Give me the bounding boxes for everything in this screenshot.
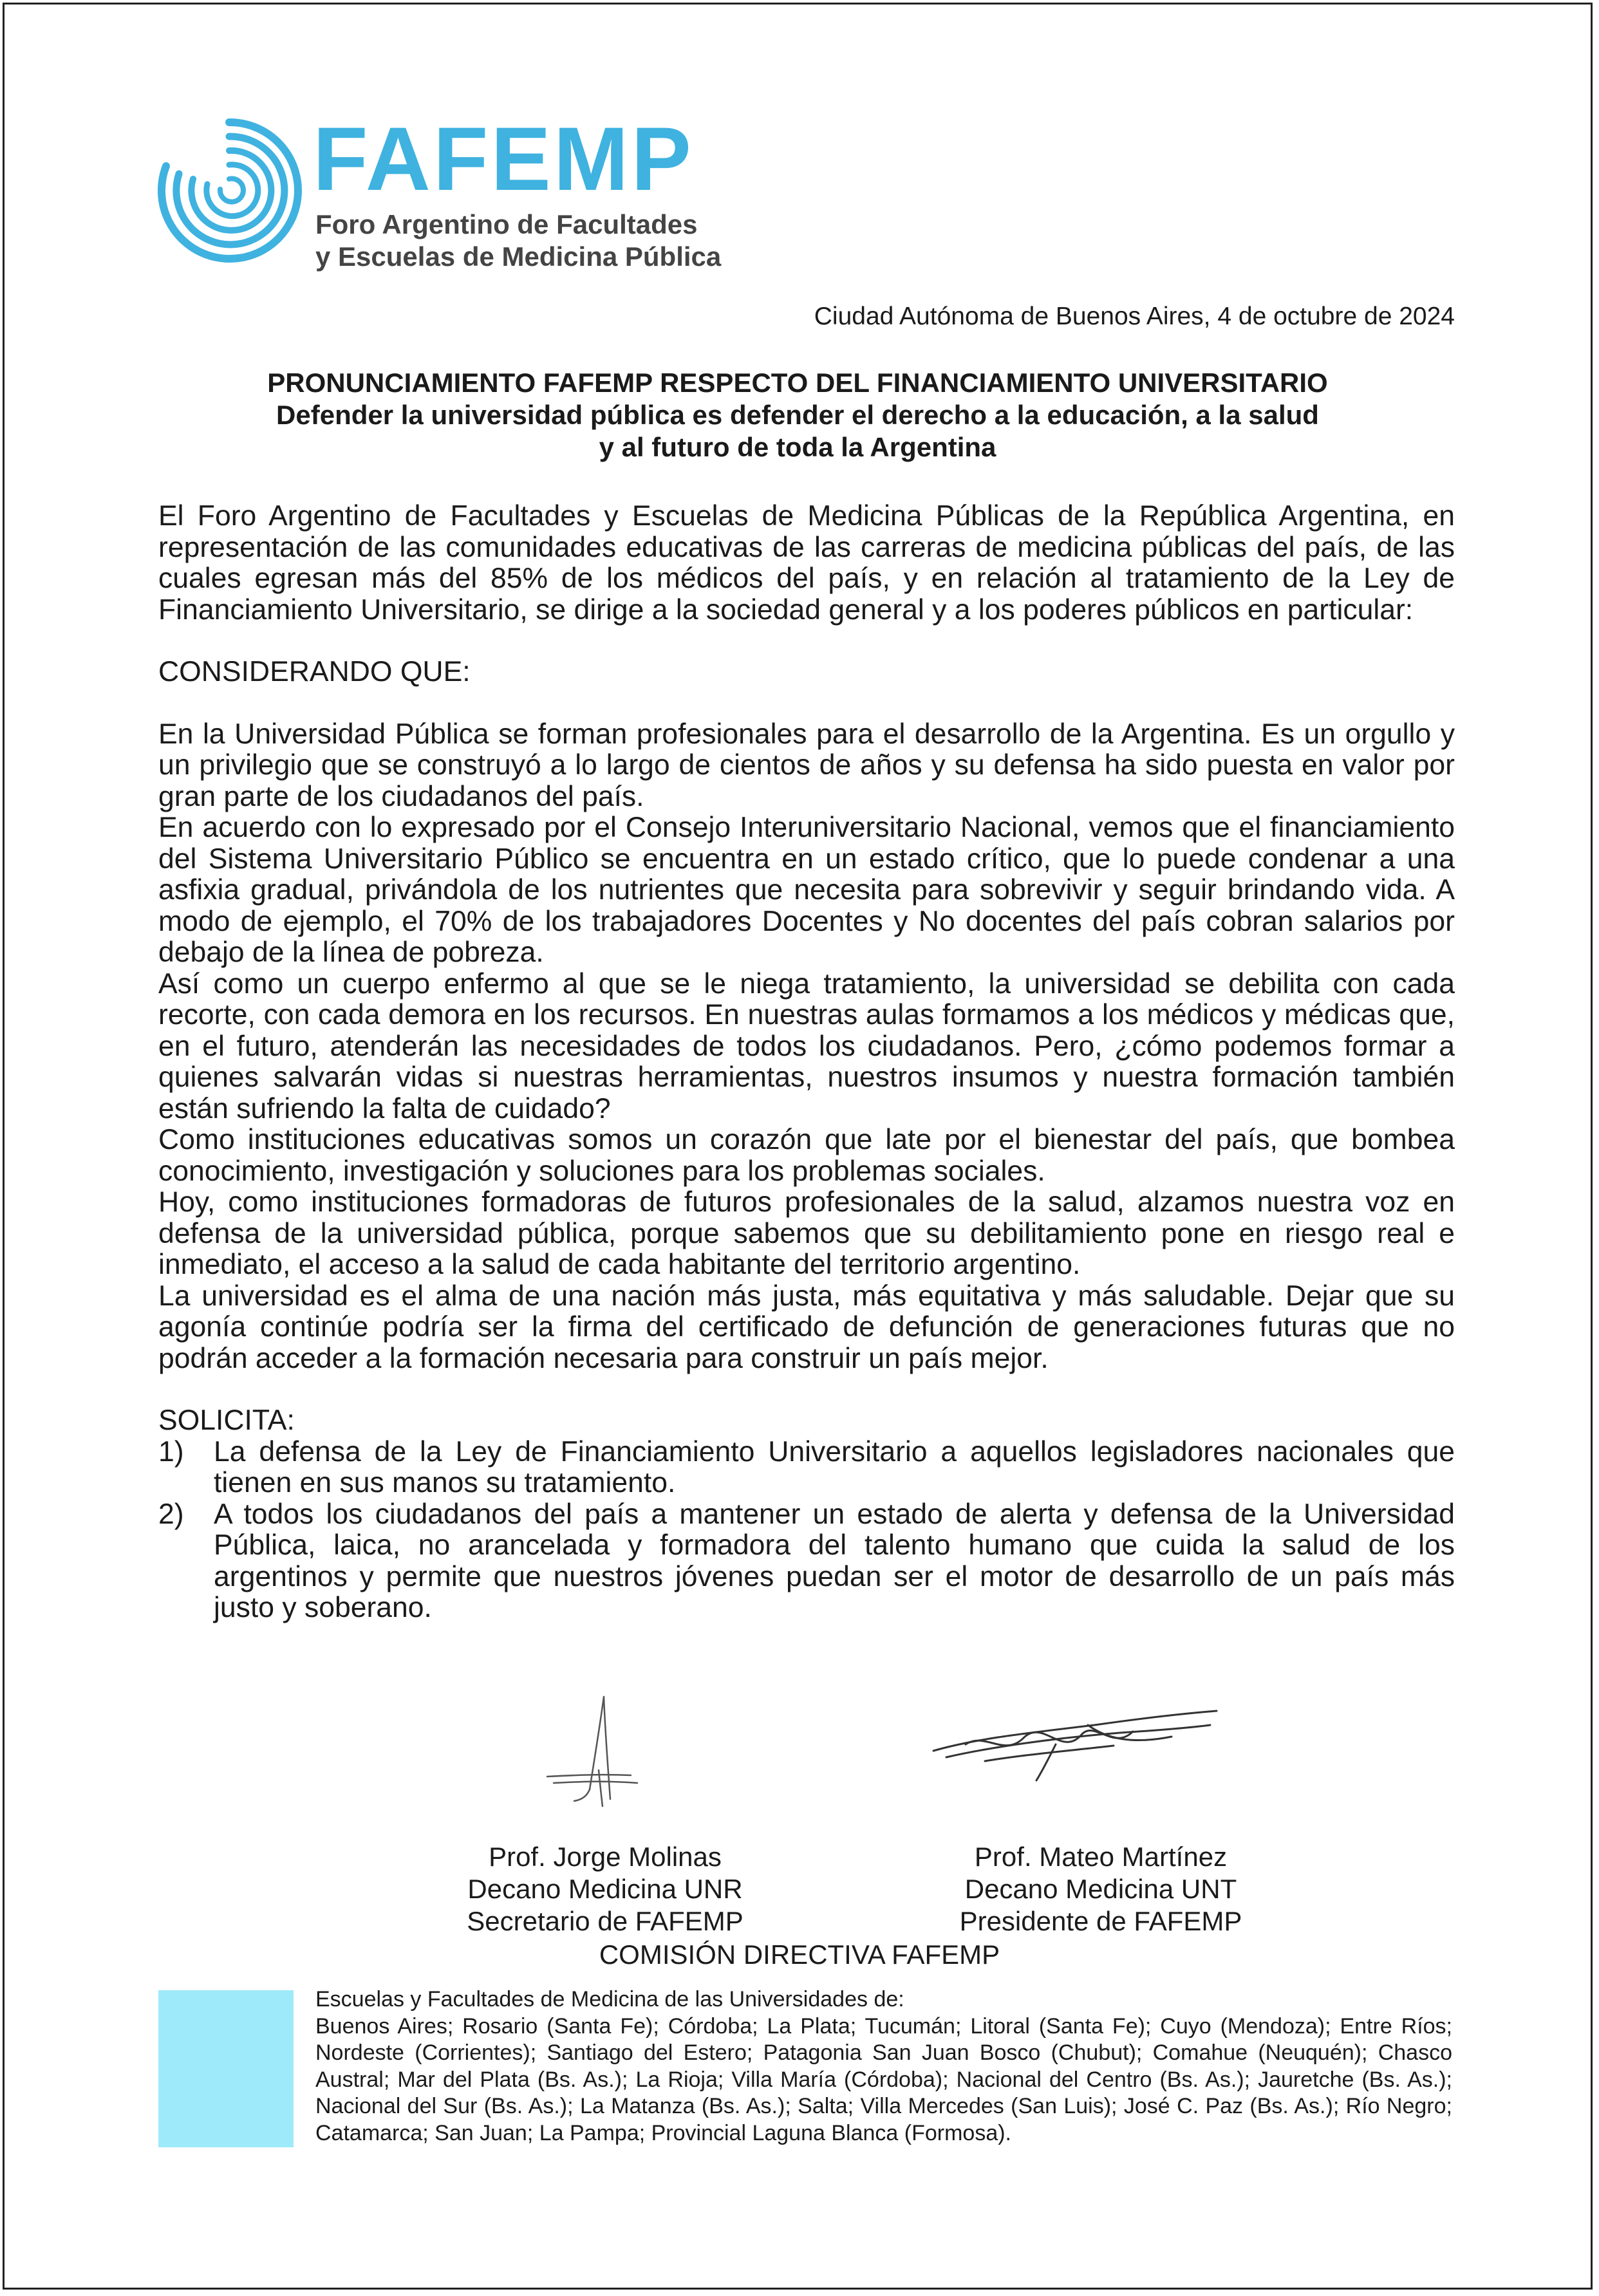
solicita-label: SOLICITA: [158,1405,295,1436]
footer-color-box [158,1990,294,2147]
heading-subtitle-line2: y al futuro de toda la Argentina [599,432,996,462]
document-body [158,501,1455,1624]
footer-title: Escuelas y Facultades de Medicina de las Universidades de: [315,1987,904,2011]
signature-martinez [927,1699,1223,1783]
considerando-paragraph-5: Hoy, como instituciones formadoras de futuros profesionales de la salud, alzamos nuestra voz en defensa de la universidad pública, porque sabemos que su debilitamiento pone en riesgo real e inmediato, el acceso a la salud de cada habitante del territorio argentino. [158,1186,1455,1280]
considerando-paragraph-3: Así como un cuerpo enfermo al que se le niega tratamiento, la universidad se debilita con cada recorte, con cada demora en los recursos. En nuestras aulas formamos a los médicos y médicas que, en el futuro, atenderán las necesidades de todos los ciudadanos. Pero, ¿cómo podemos formar a quienes salvarán vidas si nuestras herramientas, nuestros insumos y nuestra formación también están sufriendo la falta de cuidado? [158,967,1455,1125]
solicita-list [158,1437,1455,1624]
list-item-text: La defensa de la Ley de Financiamiento Universitario a aquellos legisladores nacionales que tienen en sus manos su tratamiento. [214,1435,1455,1498]
list-item-text: A todos los ciudadanos del país a mantener un estado de alerta y defensa de la Universidad Pública, laica, no arancelada y formadora del talento humano que cuida la salud de los argentinos y permite que nuestros jóvenes puedan ser el motor de desarrollo de un país más justo y soberano. [214,1498,1455,1623]
commission-label: COMISIÓN DIRECTIVA FAFEMP [599,1939,1000,1970]
signer-role: Presidente de FAFEMP [959,1906,1242,1936]
document-date: Ciudad Autónoma de Buenos Aires, 4 de octubre de 2024 [814,303,1455,330]
logo-title: FAFEMP [313,108,694,209]
list-item-number: 1) [158,1435,184,1468]
heading-title: PRONUNCIAMIENTO FAFEMP RESPECTO DEL FINANCIAMIENTO UNIVERSITARIO [267,368,1328,398]
document-heading [158,367,1437,463]
list-item [158,1499,1455,1624]
considerando-paragraph-2: En acuerdo con lo expresado por el Consejo Interuniversitario Nacional, vemos que el financiamiento del Sistema Universitario Público se encuentra en un estado crítico, que lo puede condenar a una asfixia gradual, privándola de los nutrientes que necesita para sobrevivir y seguir brindando vida. A modo de ejemplo, el 70% de los trabajadores Docentes y No docentes del país cobran salarios por debajo de la línea de pobreza. [158,812,1455,968]
signer-martinez [895,1841,1307,1937]
logo-subtitle-line1: Foro Argentino de Facultades [315,209,698,239]
signature-molinas [528,1693,657,1809]
signer-role: Decano Medicina UNR [467,1874,743,1904]
logo-subtitle [315,209,721,273]
list-item-number: 2) [158,1498,184,1530]
considerando-paragraph-1: En la Universidad Pública se forman profesionales para el desarrollo de la Argentina. Es un orgullo y un privilegio que se construyó a lo largo de cientos de años y su defensa ha sido puesta en valor por gran parte de los ciudadanos del país. [158,718,1455,812]
fafemp-logo [153,108,722,275]
signer-name: Prof. Mateo Martínez [974,1842,1228,1872]
considerando-paragraph-4: Como instituciones educativas somos un corazón que late por el bienestar del país, que bombea conocimiento, investigación y soluciones para los problemas sociales. [158,1124,1455,1187]
signer-role: Decano Medicina UNT [964,1874,1237,1904]
logo-subtitle-line2: y Escuelas de Medicina Pública [315,241,722,272]
heading-subtitle-line1: Defender la universidad pública es defender el derecho a la educación, a la salud [276,400,1319,430]
spiral-logo-icon [153,115,305,266]
footer-list: Buenos Aires; Rosario (Santa Fe); Córdoba; La Plata; Tucumán; Litoral (Santa Fe); Cuyo (Mendoza); Entre Ríos; Nordeste (Corrientes); Santiago del Estero; Patagonia San Juan Bosco (Chubut); Comahue (Neuquén); Chasco Austral; Mar del Plata (Bs. As.); La Rioja; Villa María (Córdoba); Nacional del Centro (Bs. As.); Jauretche (Bs. As.); Nacional del Sur (Bs. As.); La Matanza (Bs. As.); Salta; Villa Mercedes (San Luis); José C. Paz (Bs. As.); Río Negro; Catamarca; San Juan; La Pampa; Provincial Laguna Blanca (Formosa). [315,2013,1452,2145]
considerando-paragraph-6: La universidad es el alma de una nación más justa, más equitativa y más saludable. Dejar que su agonía continúe podría ser la firma del certificado de defunción de generaciones futuras que no podrán acceder a la formación necesaria para construir un país mejor. [158,1280,1455,1374]
signer-molinas [412,1841,798,1937]
intro-paragraph: El Foro Argentino de Facultades y Escuelas de Medicina Públicas de la República Argentina, en representación de las comunidades educativas de las carreras de medicina públicas del país, de las cuales egresan más del 85% de los médicos del país, y en relación al tratamiento de la Ley de Financiamiento Universitario, se dirige a la sociedad general y a los poderes públicos en particular: [158,500,1455,626]
footer-universities [315,1986,1452,2147]
considerando-label: CONSIDERANDO QUE: [158,656,471,687]
signer-name: Prof. Jorge Molinas [489,1842,722,1872]
list-item [158,1437,1455,1499]
signer-role: Secretario de FAFEMP [467,1906,743,1936]
